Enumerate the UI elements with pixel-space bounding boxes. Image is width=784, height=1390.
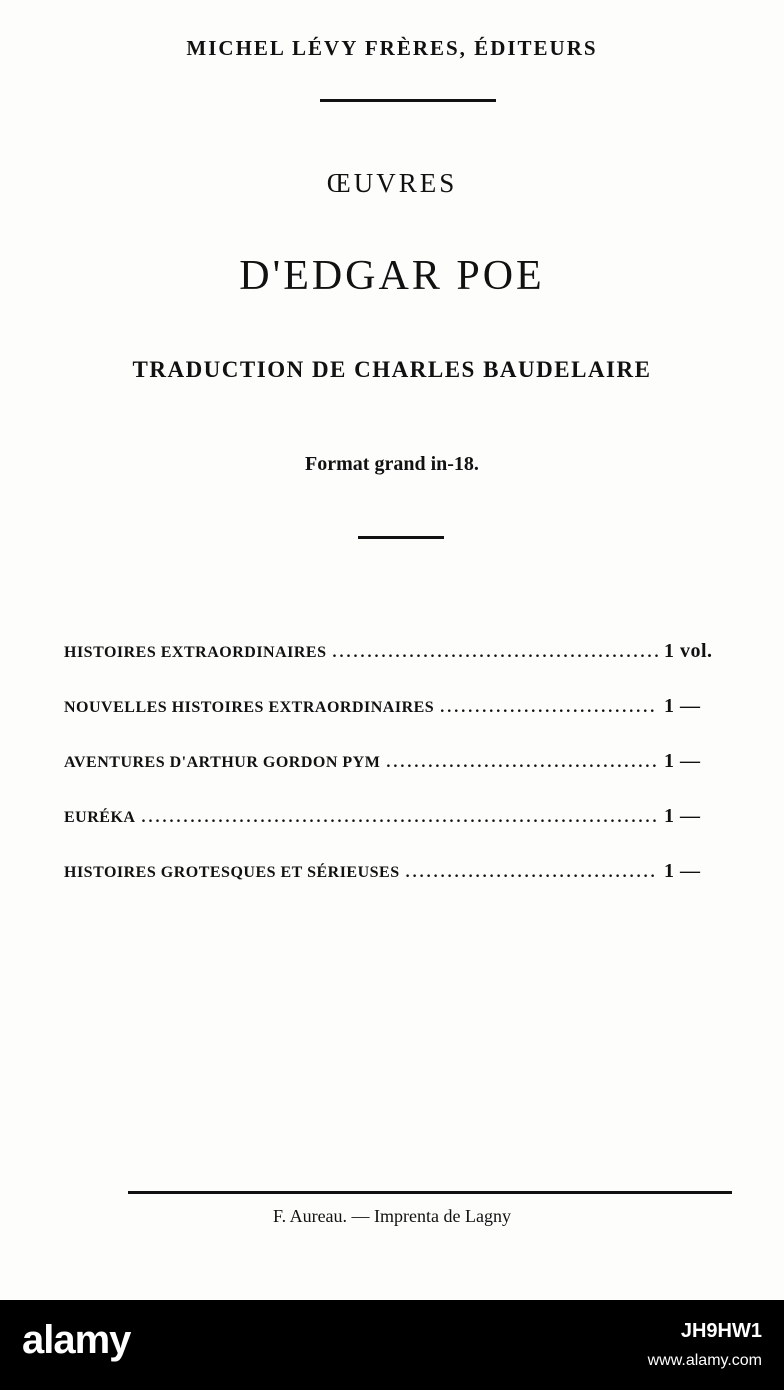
list-item (64, 805, 736, 860)
work-title: HISTOIRES GROTESQUES ET SÉRIEUSES (64, 864, 400, 881)
work-title: EURÉKA (64, 809, 136, 826)
volume-count: 1 — (664, 695, 701, 717)
publisher-heading: MICHEL LÉVY FRÈRES, ÉDITEURS (186, 36, 598, 60)
format-line: Format grand in-18. (305, 453, 479, 475)
stock-banner (0, 1300, 784, 1390)
alamy-logo[interactable]: alamy (22, 1318, 131, 1362)
list-item (64, 750, 736, 805)
image-id: JH9HW1 (680, 1320, 762, 1342)
volume-count: 1 — (664, 805, 701, 827)
volume-count: 1 — (664, 860, 701, 882)
leader-dots (333, 644, 659, 662)
leader-dots (406, 864, 658, 882)
contents-list (64, 640, 736, 915)
list-item (64, 860, 736, 915)
top-rule (320, 99, 496, 102)
middle-rule (358, 536, 444, 539)
leader-dots (386, 754, 658, 772)
leader-dots (141, 809, 658, 827)
volume-count: 1 — (664, 750, 701, 772)
printer-line: F. Aureau. — Imprenta de Lagny (273, 1206, 511, 1226)
translator-line: TRADUCTION DE CHARLES BAUDELAIRE (132, 357, 652, 382)
bottom-rule (128, 1191, 732, 1194)
work-title: AVENTURES D'ARTHUR GORDON PYM (64, 754, 381, 771)
title-oeuvres: ŒUVRES (326, 168, 458, 198)
volume-count: 1 vol. (664, 640, 713, 662)
title-author: D'EDGAR POE (239, 253, 545, 299)
list-item (64, 640, 736, 695)
leader-dots (440, 699, 658, 717)
work-title: HISTOIRES EXTRAORDINAIRES (64, 644, 327, 661)
site-url[interactable]: www.alamy.com (647, 1352, 762, 1369)
list-item (64, 695, 736, 750)
work-title: NOUVELLES HISTOIRES EXTRAORDINAIRES (64, 699, 435, 716)
